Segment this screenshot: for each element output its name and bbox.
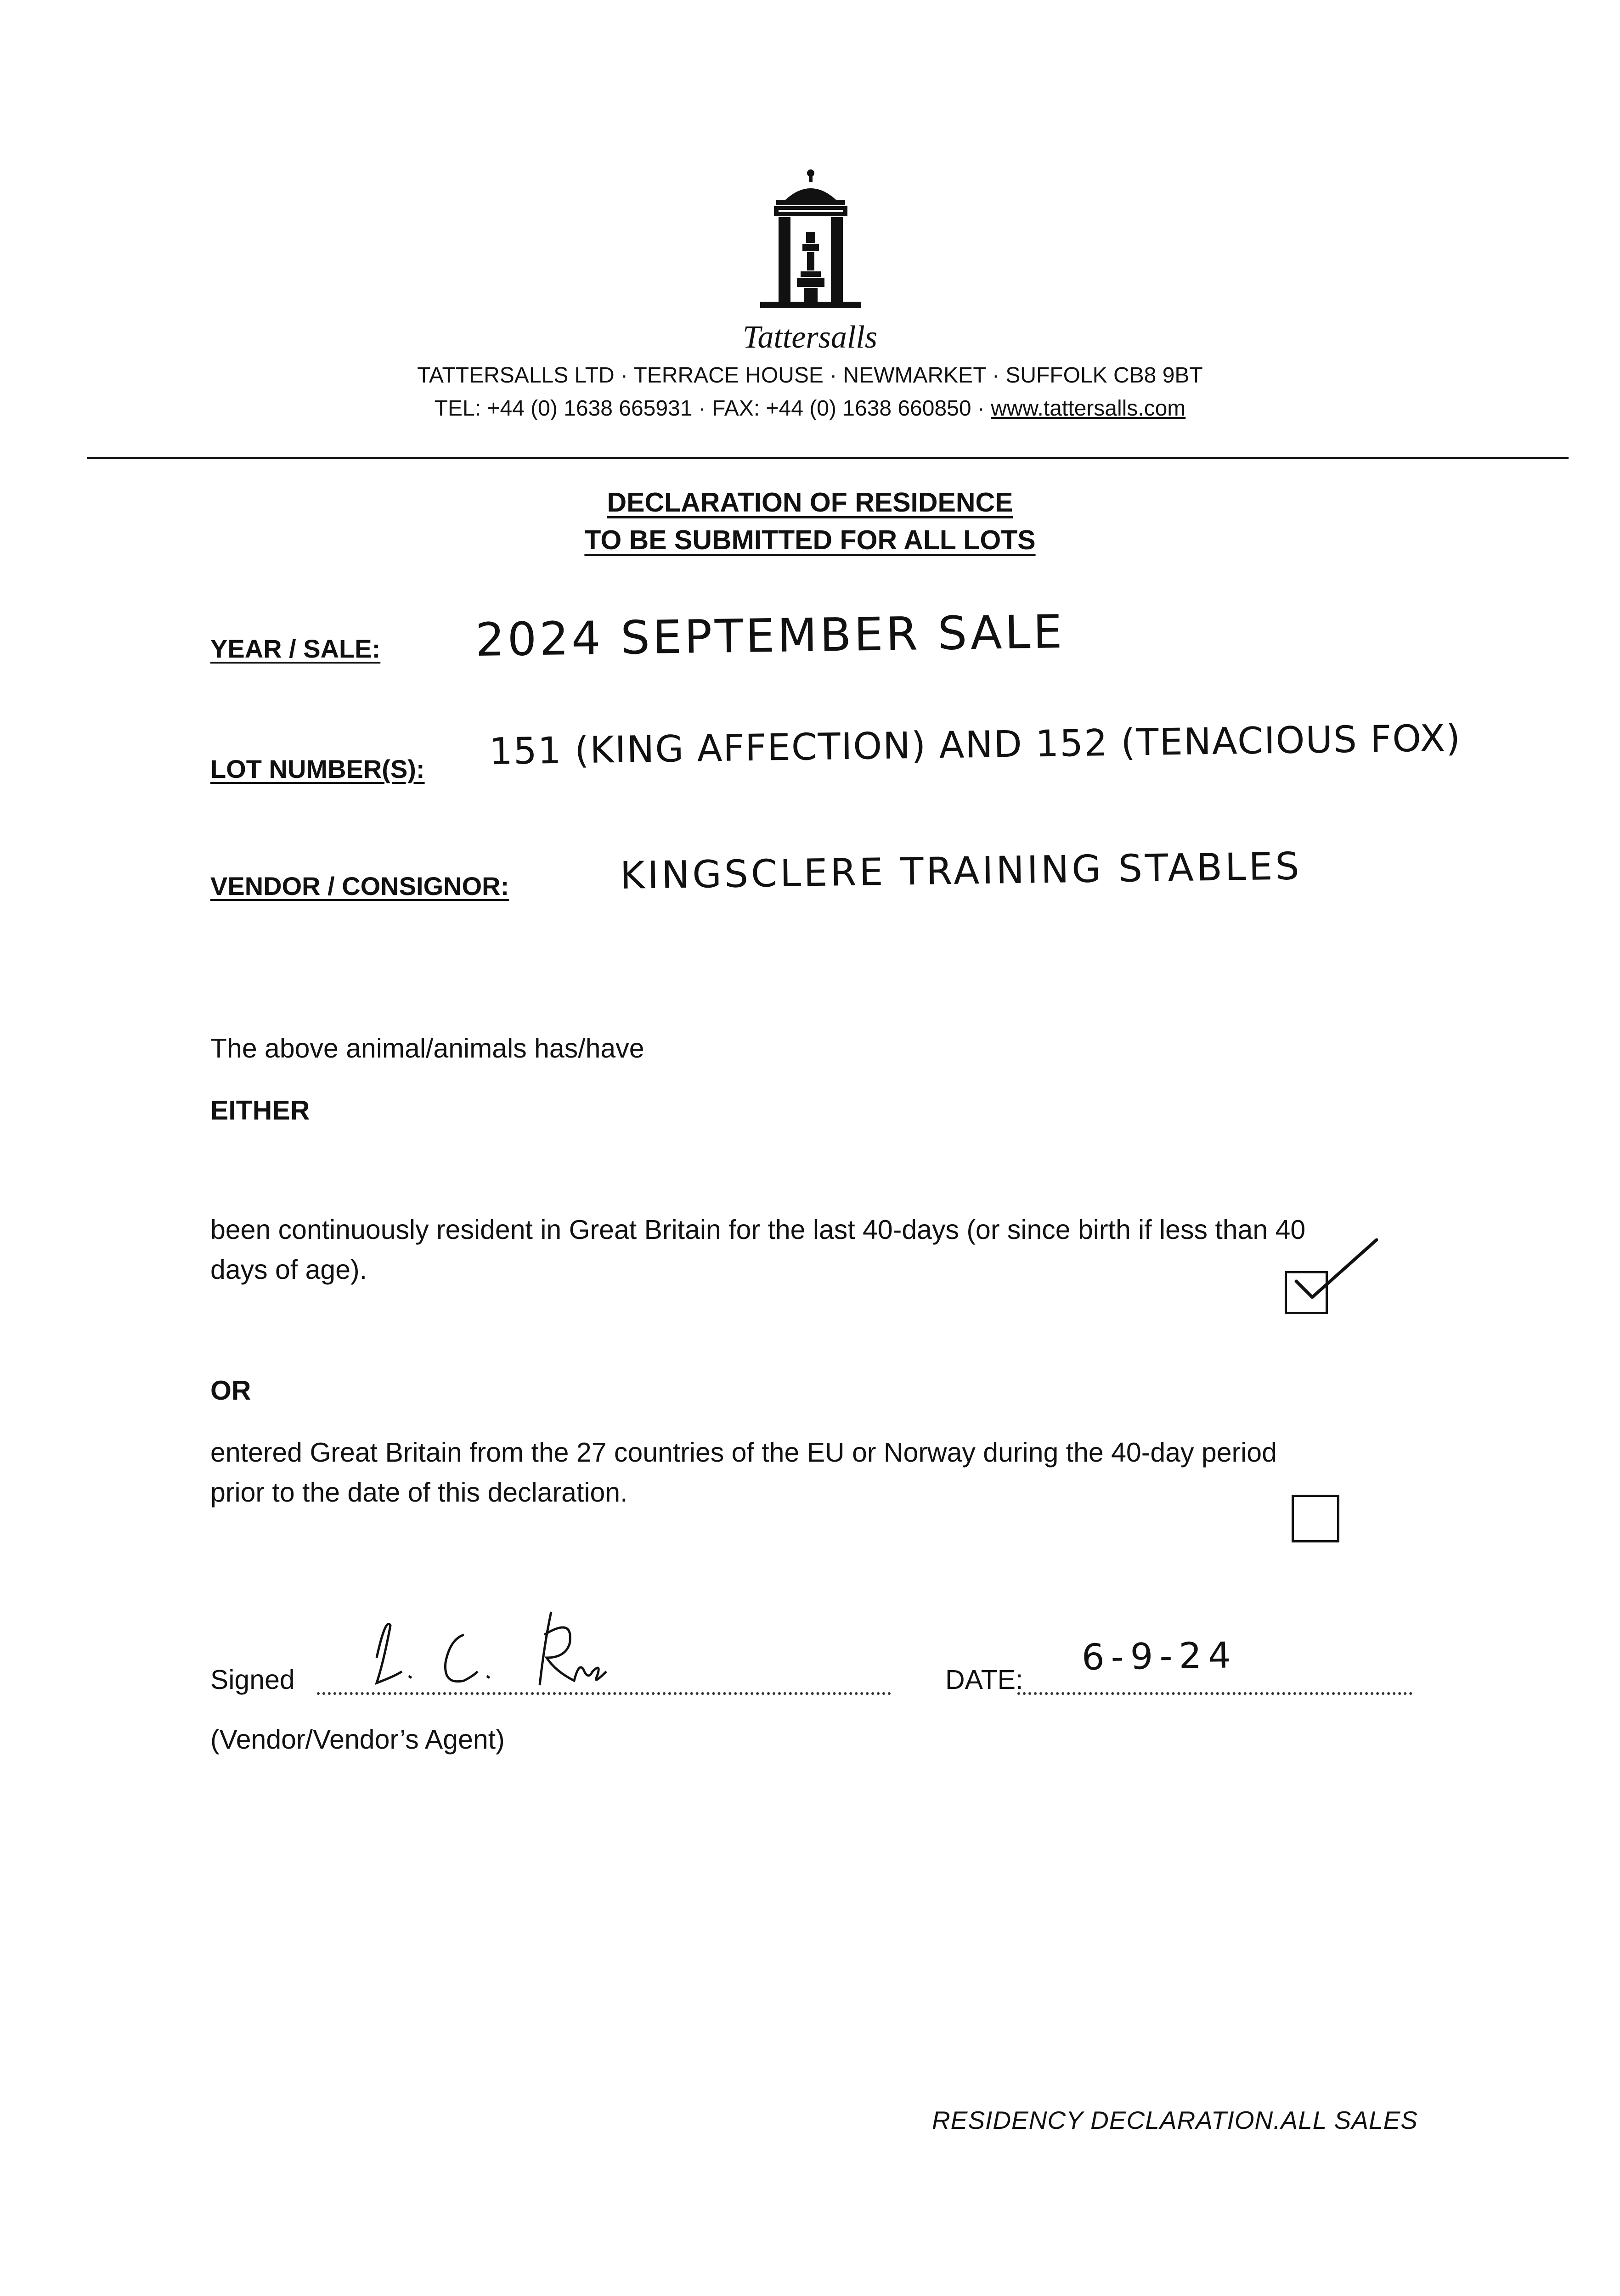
date-value[interactable]: 6-9-24 [1081, 1635, 1238, 1678]
form-title: DECLARATION OF RESIDENCE [607, 487, 1013, 518]
or-heading: OR [210, 1375, 251, 1406]
check-icon [1294, 1238, 1386, 1302]
tattersalls-logo-icon [742, 168, 880, 324]
signature-image [358, 1607, 643, 1690]
signature[interactable] [358, 1607, 643, 1690]
date-line [1017, 1692, 1412, 1695]
contact-line [0, 396, 1620, 421]
form-subtitle: TO BE SUBMITTED FOR ALL LOTS [584, 525, 1036, 555]
signer-role: (Vendor/Vendor’s Agent) [210, 1724, 505, 1755]
option1-line1: been continuously resident in Great Britain for the last 40-days (or since birth if less than 40 [210, 1215, 1306, 1245]
website-link[interactable]: www.tattersalls.com [991, 396, 1186, 421]
option2-line1: entered Great Britain from the 27 countries of the EU or Norway during the 40-day period [210, 1437, 1277, 1468]
signature-line [317, 1692, 891, 1695]
lot-numbers-label: LOT NUMBER(S): [210, 754, 425, 783]
year-sale-value[interactable]: 2024 SEPTEMBER SALE [475, 605, 1066, 667]
vendor-label: VENDOR / CONSIGNOR: [210, 872, 509, 900]
either-heading: EITHER [210, 1095, 310, 1125]
option2-checkbox[interactable] [1292, 1495, 1339, 1542]
option1-line2: days of age). [210, 1255, 367, 1285]
option1-checkbox[interactable] [1285, 1271, 1328, 1314]
statement-intro: The above animal/animals has/have [210, 1033, 644, 1064]
address-line: TATTERSALLS LTD · TERRACE HOUSE · NEWMARKET · SUFFOLK CB8 9BT [417, 363, 1203, 388]
lot-numbers-value[interactable]: 151 (KING AFFECTION) AND 152 (TENACIOUS FOX) [489, 716, 1462, 773]
form-footer: RESIDENCY DECLARATION.ALL SALES [931, 2106, 1418, 2134]
brand-name: Tattersalls [742, 320, 878, 355]
signed-label: Signed [210, 1665, 295, 1695]
year-sale-label: YEAR / SALE: [210, 634, 381, 663]
vendor-value[interactable]: KINGSCLERE TRAINING STABLES [620, 844, 1303, 898]
date-label: DATE: [945, 1665, 1023, 1695]
header-divider [87, 457, 1569, 459]
contact-details: TEL: +44 (0) 1638 665931 · FAX: +44 (0) 1638 660850 · [434, 396, 991, 421]
option2-line2: prior to the date of this declaration. [210, 1477, 628, 1508]
